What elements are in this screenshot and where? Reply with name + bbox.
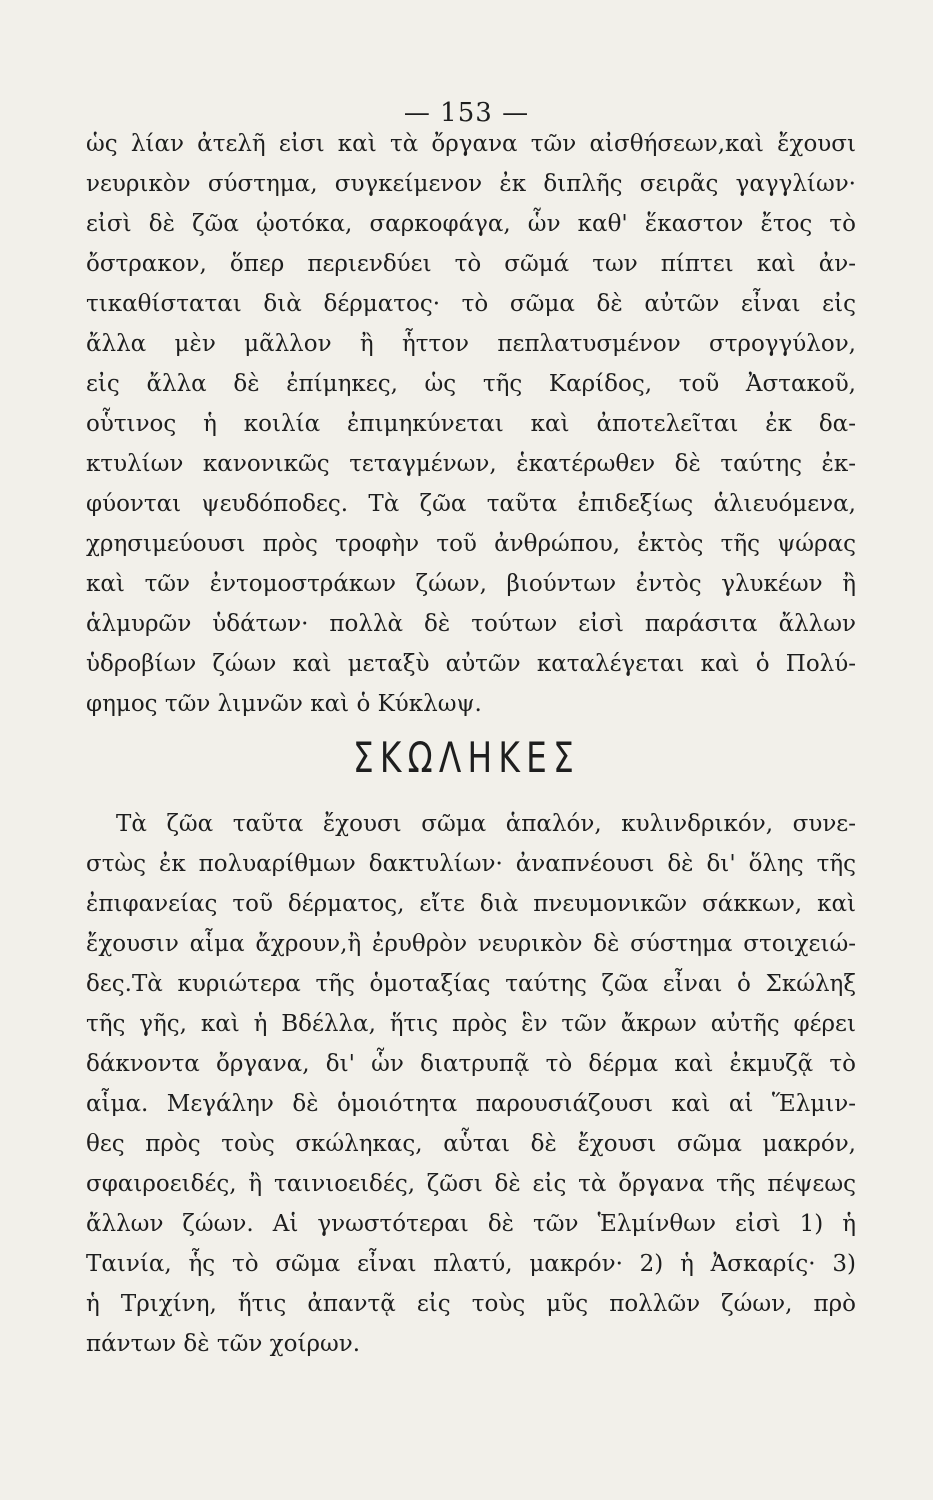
text-line: ὑδροβίων ζώων καὶ μεταξὺ αὐτῶν καταλέγεται καὶ ὁ Πολύ-: [86, 651, 856, 677]
page-number: — 153 —: [403, 98, 530, 128]
text-line: ἄλλων ζώων. Αἱ γνωστότεραι δὲ τῶν Ἑλμίνθων εἰσὶ 1) ἡ: [86, 1211, 856, 1237]
text-line: φημος τῶν λιμνῶν καὶ ὁ Κύκλωψ.: [86, 691, 482, 717]
text-line: Τὰ ζῶα ταῦτα ἔχουσι σῶμα ἁπαλόν, κυλινδρικόν, συνε-: [116, 811, 856, 837]
text-line: ἔχουσιν αἷμα ἄχρουν,ἢ ἐρυθρὸν νευρικὸν δὲ σύστημα στοιχειώ-: [86, 931, 856, 957]
text-line: πάντων δὲ τῶν χοίρων.: [86, 1331, 361, 1357]
text-line: ὄστρακον, ὅπερ περιενδύει τὸ σῶμά των πίπτει καὶ ἀν-: [86, 251, 856, 277]
text-line: ἡ Τριχίνη, ἥτις ἀπαντᾷ εἰς τοὺς μῦς πολλῶν ζώων, πρὸ: [86, 1291, 856, 1317]
text-line: τῆς γῆς, καὶ ἡ Βδέλλα, ἥτις πρὸς ἓν τῶν ἄκρων αὐτῆς φέρει: [86, 1011, 856, 1037]
text-line: δάκνοντα ὄργανα, δι' ὧν διατρυπᾷ τὸ δέρμα καὶ ἐκμυζᾷ τὸ: [86, 1051, 856, 1077]
text-line: νευρικὸν σύστημα, συγκείμενον ἐκ διπλῆς σειρᾶς γαγγλίων·: [86, 171, 856, 197]
text-line: αἷμα. Μεγάλην δὲ ὁμοιότητα παρουσιάζουσι καὶ αἱ Ἕλμιν-: [86, 1091, 856, 1117]
text-line: καὶ τῶν ἐντομοστράκων ζώων, βιούντων ἐντὸς γλυκέων ἢ: [86, 571, 856, 597]
text-line: Ταινία, ἧς τὸ σῶμα εἶναι πλατύ, μακρόν· 2) ἡ Ἀσκαρίς· 3): [86, 1251, 856, 1277]
text-line: δες.Τὰ κυριώτερα τῆς ὁμοταξίας ταύτης ζῶα εἶναι ὁ Σκώληξ: [86, 971, 856, 997]
text-line: φύονται ψευδόποδες. Τὰ ζῶα ταῦτα ἐπιδεξίως ἁλιευόμενα,: [86, 491, 856, 517]
text-line: ὡς λίαν ἀτελῆ εἰσι καὶ τὰ ὄργανα τῶν αἰσθήσεων,καὶ ἔχουσι: [86, 131, 856, 157]
paragraph-crustaceans: [86, 124, 856, 724]
text-line: σφαιροειδές, ἢ ταινιοειδές, ζῶσι δὲ εἰς τὰ ὄργανα τῆς πέψεως: [86, 1171, 856, 1197]
text-line: ἄλλα μὲν μᾶλλον ἢ ἧττον πεπλατυσμένον στρογγύλον,: [86, 331, 856, 357]
text-line: ἐπιφανείας τοῦ δέρματος, εἴτε διὰ πνευμονικῶν σάκκων, καὶ: [86, 891, 856, 917]
text-line: κτυλίων κανονικῶς τεταγμένων, ἑκατέρωθεν δὲ ταύτης ἐκ-: [86, 451, 856, 477]
text-line: ἁλμυρῶν ὑδάτων· πολλὰ δὲ τούτων εἰσὶ παράσιτα ἄλλων: [86, 611, 856, 637]
text-line: εἰς ἄλλα δὲ ἐπίμηκες, ὡς τῆς Καρίδος, τοῦ Ἀστακοῦ,: [86, 371, 856, 397]
section-heading: ΣΚΩΛΗΚΕΣ: [352, 733, 581, 782]
text-line: τικαθίσταται διὰ δέρματος· τὸ σῶμα δὲ αὐτῶν εἶναι εἰς: [86, 291, 856, 317]
text-line: στὼς ἐκ πολυαρίθμων δακτυλίων· ἀναπνέουσι δὲ δι' ὅλης τῆς: [86, 851, 856, 877]
text-line: εἰσὶ δὲ ζῶα ᾠοτόκα, σαρκοφάγα, ὧν καθ' ἕκαστον ἔτος τὸ: [86, 211, 856, 237]
text-line: θες πρὸς τοὺς σκώληκας, αὗται δὲ ἔχουσι σῶμα μακρόν,: [86, 1131, 856, 1157]
text-line: οὗτινος ἡ κοιλία ἐπιμηκύνεται καὶ ἀποτελεῖται ἐκ δα-: [86, 411, 856, 437]
paragraph-worms: [86, 804, 856, 1364]
text-line: χρησιμεύουσι πρὸς τροφὴν τοῦ ἀνθρώπου, ἐκτὸς τῆς ψώρας: [86, 531, 856, 557]
